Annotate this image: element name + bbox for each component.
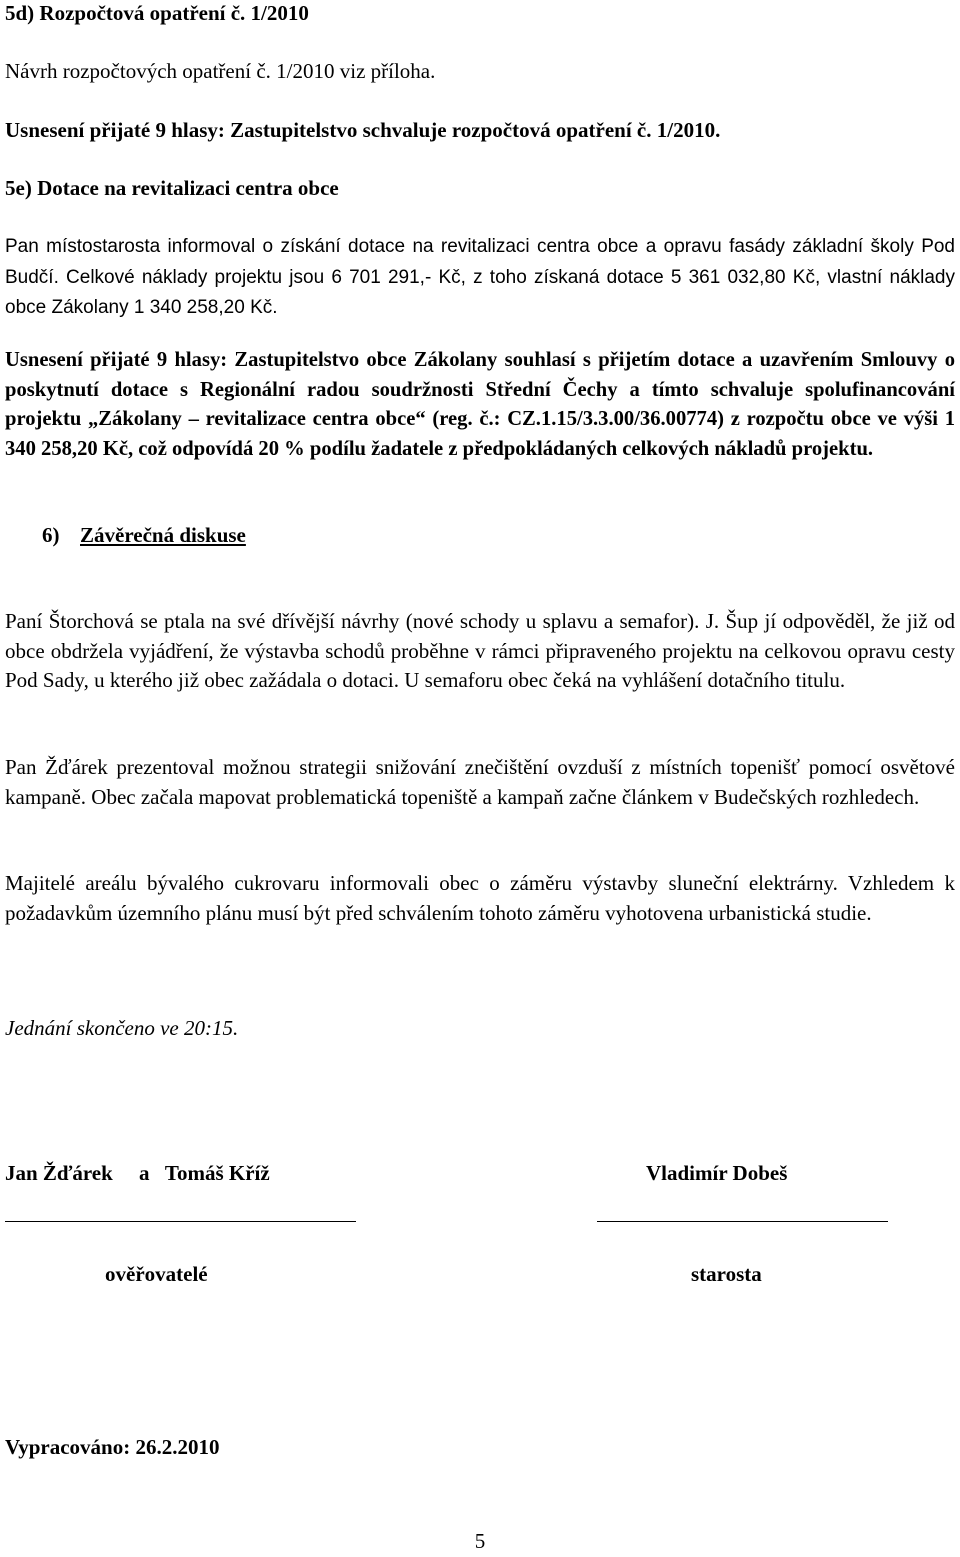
mayor-name: Vladimír Dobeš	[646, 1161, 788, 1185]
mayor-role: starosta	[691, 1262, 762, 1286]
prepared-date: Vypracováno: 26.2.2010	[5, 1435, 220, 1459]
verifiers-names: Jan Žďárek a Tomáš Kříž	[5, 1161, 270, 1185]
section-6-title: Závěrečná diskuse	[80, 523, 246, 547]
section-5e-heading: 5e) Dotace na revitalizaci centra obce	[5, 176, 339, 200]
mayor-signature-line	[597, 1221, 888, 1222]
section-6-number: 6)	[42, 523, 60, 547]
section-5e-resolution: Usnesení přijaté 9 hlasy: Zastupitelstvo obce Zákolany souhlasí s přijetím dotace a uzavřením Smlouvy o poskytnutí dotace s Regionální radou soudržnosti Střední Čechy a tímto schvaluje spolufinancování projektu „Zákolany – revitalizace centra obce“ (reg. č.: CZ.1.15/3.3.00/36.00774) z rozpočtu obce ve výši 1 340 258,20 Kč, což odpovídá 20 % podílu žadatele z předpokládaných celkových nákladů projektu.	[5, 349, 955, 460]
section-6-heading	[42, 521, 642, 551]
discussion-paragraph-1: Paní Štorchová se ptala na své dřívější návrhy (nové schody u splavu a semafor). J. Šup jí odpověděl, že již od obce obdržela vyjádření, že výstavba schodů proběhne v rámci připraveného projektu na celkovou opravu cesty Pod Sady, u kterého již obec zažádala o dotaci. U semaforu obec čeká na vyhlášení dotačního titulu.	[5, 609, 955, 692]
section-5d-text: Návrh rozpočtových opatření č. 1/2010 viz příloha.	[5, 59, 436, 83]
section-5e-text-part1: Pan místostarosta informoval o získání dotace na revitalizaci centra obce a opravu fasády základní školy Pod Budčí.	[5, 236, 955, 288]
section-5d-heading: 5d) Rozpočtová opatření č. 1/2010	[5, 1, 309, 25]
section-5e-text-part2: Celkové náklady projektu jsou 6 701 291,- Kč, z toho získaná dotace 5 361 032,80 Kč, vlastní náklady obce Zákolany 1 340 258,20 Kč.	[5, 266, 955, 318]
closing-text: Jednání skončeno ve 20:15.	[5, 1016, 239, 1040]
discussion-paragraph-2: Pan Žďárek prezentoval možnou strategii snižování znečištění ovzduší z místních topenišť pomocí osvětové kampaně. Obec začala mapovat problematická topeniště a kampaň začne článkem v Budečských rozhledech.	[5, 755, 955, 809]
discussion-paragraph-3: Majitelé areálu bývalého cukrovaru informovali obec o záměru výstavby sluneční elektrárny. Vzhledem k požadavkům územního plánu musí být před schválením tohoto záměru vyhotovena urbanistická studie.	[5, 871, 955, 925]
verifiers-signature-line	[5, 1221, 356, 1222]
page-number: 5	[474, 1529, 486, 1553]
verifiers-role: ověřovatelé	[105, 1262, 208, 1286]
section-5e-text	[5, 231, 955, 323]
section-5d-resolution: Usnesení přijaté 9 hlasy: Zastupitelstvo schvaluje rozpočtová opatření č. 1/2010.	[5, 118, 721, 142]
